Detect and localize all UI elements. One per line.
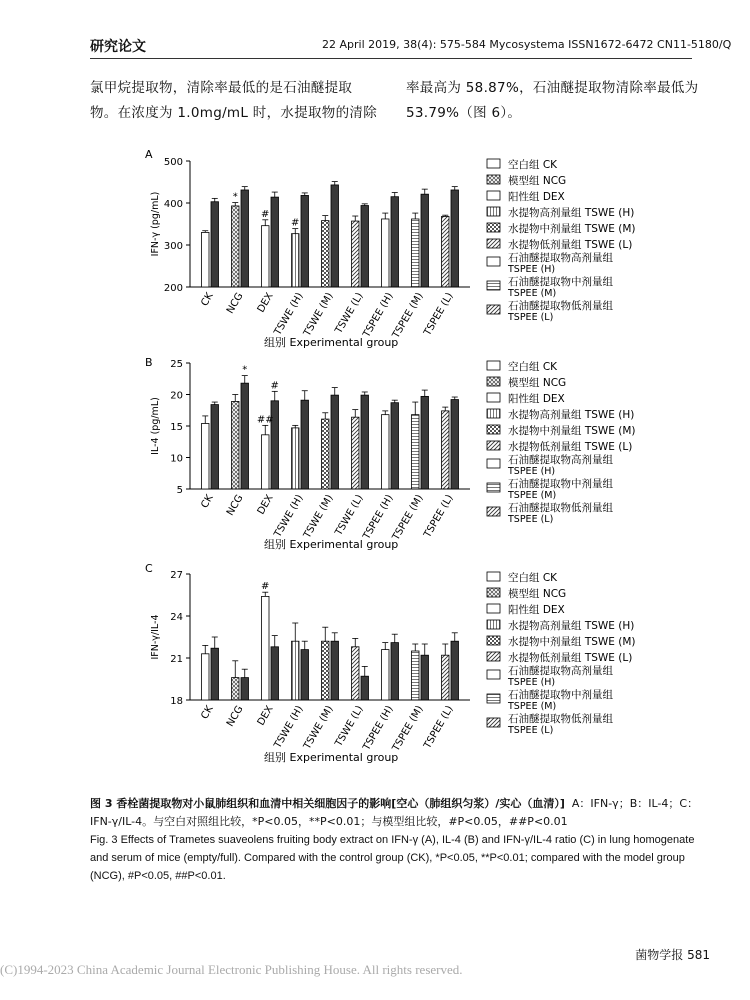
- section-title: 研究论文: [90, 39, 146, 55]
- legend-label: TSPEE (L): [508, 514, 554, 525]
- legend-swatch: [487, 441, 500, 450]
- panel-letter: C: [145, 562, 153, 575]
- bar-serum: [421, 194, 429, 287]
- category-label: TSWE (L): [333, 291, 366, 336]
- bar-lung: [352, 417, 360, 489]
- legend-label: 石油醚提取物高剂量组: [508, 252, 613, 264]
- legend-label: 空白组 CK: [508, 572, 558, 584]
- bar-serum: [271, 647, 279, 700]
- legend-swatch: [487, 483, 500, 492]
- category-label: TSWE (M): [301, 493, 336, 541]
- y-tick-label: 500: [163, 157, 183, 168]
- legend-label: 水提物低剂量组 TSWE (L): [508, 239, 633, 251]
- legend-swatch: [487, 718, 500, 727]
- legend-label: TSPEE (M): [508, 701, 557, 712]
- legend-label: 石油醚提取物中剂量组: [508, 276, 613, 288]
- y-axis-label: IFN-γ (pg/mL): [150, 191, 161, 257]
- legend-label: TSPEE (M): [508, 288, 557, 299]
- legend-label: TSPEE (H): [508, 677, 556, 688]
- bar-lung: [232, 678, 240, 700]
- y-tick-label: 15: [170, 422, 183, 433]
- bar-serum: [301, 400, 309, 489]
- legend-swatch: [487, 670, 500, 679]
- bar-lung: [322, 419, 330, 489]
- significance-mark: #: [261, 581, 270, 593]
- bar-lung: [412, 651, 420, 700]
- legend-label: 空白组 CK: [508, 361, 558, 373]
- legend-swatch: [487, 572, 500, 581]
- significance-mark: *: [242, 364, 248, 376]
- bar-lung: [322, 641, 330, 700]
- bar-lung: [292, 428, 300, 489]
- legend-label: 水提物中剂量组 TSWE (M): [508, 223, 636, 235]
- legend-label: 水提物高剂量组 TSWE (H): [508, 409, 635, 421]
- bar-serum: [331, 395, 339, 489]
- legend-swatch: [487, 636, 500, 645]
- category-label: TSPEE (H): [361, 291, 396, 340]
- y-tick-label: 400: [163, 199, 183, 210]
- y-tick-label: 200: [163, 283, 183, 294]
- legend-label: 模型组 NCG: [508, 377, 567, 389]
- legend-label: 阳性组 DEX: [508, 604, 565, 616]
- legend-swatch: [487, 305, 500, 314]
- bar-lung: [382, 415, 390, 489]
- bar-lung: [232, 206, 240, 287]
- legend-label: 空白组 CK: [508, 159, 558, 171]
- category-label: DEX: [255, 493, 276, 517]
- category-label: NCG: [224, 291, 246, 316]
- bar-serum: [241, 678, 249, 700]
- bar-lung: [352, 221, 360, 287]
- legend-label: 水提物低剂量组 TSWE (L): [508, 652, 633, 664]
- significance-mark: #: [261, 208, 270, 220]
- legend-swatch: [487, 507, 500, 516]
- legend-label: TSPEE (M): [508, 490, 557, 501]
- legend-swatch: [487, 257, 500, 266]
- significance-mark: #: [291, 217, 300, 229]
- bar-serum: [241, 383, 249, 489]
- legend-swatch: [487, 223, 500, 232]
- category-label: TSPEE (M): [390, 704, 426, 754]
- category-label: CK: [199, 291, 216, 309]
- legend-label: 阳性组 DEX: [508, 393, 565, 405]
- legend-label: 模型组 NCG: [508, 588, 567, 600]
- category-label: NCG: [224, 493, 246, 518]
- category-label: DEX: [255, 704, 276, 728]
- legend-swatch: [487, 425, 500, 434]
- legend-swatch: [487, 207, 500, 216]
- bar-lung: [352, 647, 360, 700]
- category-label: CK: [199, 493, 216, 511]
- bar-lung: [292, 641, 300, 700]
- journal-citation: 22 April 2019, 38(4): 575-584 Mycosystema ISSN1672-6472 CN11-5180/Q: [322, 38, 732, 51]
- bar-serum: [211, 648, 219, 700]
- bar-serum: [301, 650, 309, 700]
- bar-lung: [382, 219, 390, 287]
- legend-label: 石油醚提取物中剂量组: [508, 478, 613, 490]
- category-label: TSWE (H): [272, 493, 306, 540]
- legend-label: 水提物高剂量组 TSWE (H): [508, 207, 635, 219]
- caption-zh-title: 图 3 香栓菌提取物对小鼠肺组织和血清中相关细胞因子的影响[空心（肺组织匀浆）/实心（血清）]: [90, 797, 565, 810]
- bar-serum: [451, 641, 459, 700]
- legend-label: 水提物高剂量组 TSWE (H): [508, 620, 635, 632]
- y-tick-label: 21: [170, 654, 183, 665]
- category-label: DEX: [255, 291, 276, 315]
- y-tick-label: 5: [176, 485, 183, 496]
- bar-lung: [202, 423, 210, 489]
- bar-lung: [412, 219, 420, 287]
- panel-letter: B: [145, 356, 153, 369]
- bar-lung: [442, 216, 450, 287]
- body-line: 氯甲烷提取物，清除率最低的是石油醚提取: [90, 80, 353, 96]
- category-label: CK: [199, 704, 216, 722]
- y-axis-label: IL-4 (pg/mL): [150, 397, 161, 455]
- y-tick-label: 27: [170, 570, 183, 581]
- legend-swatch: [487, 409, 500, 418]
- bar-lung: [232, 401, 240, 489]
- legend-swatch: [487, 361, 500, 370]
- significance-mark: #: [270, 380, 279, 392]
- panel-letter: A: [145, 148, 153, 161]
- y-tick-label: 300: [163, 241, 183, 252]
- page-number: 菌物学报 581: [635, 948, 710, 962]
- legend-swatch: [487, 459, 500, 468]
- legend-swatch: [487, 159, 500, 168]
- legend-swatch: [487, 191, 500, 200]
- legend-label: 水提物中剂量组 TSWE (M): [508, 425, 636, 437]
- category-label: TSPEE (L): [422, 291, 456, 338]
- legend-label: 石油醚提取物低剂量组: [508, 300, 613, 312]
- bar-serum: [451, 190, 459, 287]
- body-line: 53.79%（图 6）。: [406, 105, 522, 121]
- bar-serum: [391, 197, 399, 287]
- category-label: TSWE (L): [333, 704, 366, 749]
- bar-lung: [412, 415, 420, 489]
- bar-serum: [421, 655, 429, 700]
- bar-lung: [442, 655, 450, 700]
- legend-swatch: [487, 652, 500, 661]
- legend-swatch: [487, 604, 500, 613]
- bar-serum: [361, 206, 369, 287]
- legend-label: 模型组 NCG: [508, 175, 567, 187]
- body-line: 物。在浓度为 1.0mg/mL 时，水提取物的清除: [90, 105, 377, 121]
- copyright-notice: (C)1994-2023 China Academic Journal Electronic Publishing House. All rights reserved.: [0, 962, 463, 977]
- legend-label: 石油醚提取物高剂量组: [508, 665, 613, 677]
- legend-swatch: [487, 377, 500, 386]
- legend-swatch: [487, 239, 500, 248]
- category-label: TSPEE (L): [422, 493, 456, 540]
- legend-label: 石油醚提取物低剂量组: [508, 713, 613, 725]
- bar-serum: [331, 641, 339, 700]
- x-axis-label: 组别 Experimental group: [264, 751, 399, 764]
- x-axis-label: 组别 Experimental group: [264, 538, 399, 551]
- category-label: TSPEE (H): [361, 704, 396, 753]
- category-label: TSWE (H): [272, 291, 306, 338]
- significance-mark: *: [232, 191, 238, 203]
- significance-mark: ##: [256, 414, 274, 426]
- bar-lung: [262, 226, 270, 287]
- legend-label: 石油醚提取物高剂量组: [508, 454, 613, 466]
- x-axis-label: 组别 Experimental group: [264, 336, 399, 349]
- y-tick-label: 10: [170, 453, 183, 465]
- legend-swatch: [487, 175, 500, 184]
- bar-lung: [382, 650, 390, 700]
- legend-swatch: [487, 694, 500, 703]
- figure-caption: [90, 795, 705, 885]
- bar-serum: [301, 195, 309, 287]
- caption-en: Fig. 3 Effects of Trametes suaveolens fruiting body extract on IFN-γ (A), IL-4 (B) and IFN-γ/IL-4 ratio (C) in lung homogenate and serum of mice (empty/full). Compared with the control group (CK), *P<0.05, **P<0.01; compared with the model group (NCG), #P<0.05, ##P<0.01.: [90, 834, 695, 882]
- legend-swatch: [487, 588, 500, 597]
- bar-serum: [361, 676, 369, 700]
- bar-serum: [361, 395, 369, 489]
- category-label: TSWE (H): [272, 704, 306, 751]
- bar-lung: [262, 596, 270, 700]
- category-label: TSPEE (M): [390, 493, 426, 543]
- legend-label: 石油醚提取物低剂量组: [508, 502, 613, 514]
- category-label: TSWE (M): [301, 704, 336, 752]
- caption-zh: [90, 795, 705, 831]
- bar-lung: [442, 411, 450, 489]
- bar-serum: [421, 396, 429, 489]
- y-tick-label: 18: [170, 696, 183, 707]
- bar-serum: [391, 403, 399, 489]
- legend-label: TSPEE (H): [508, 264, 556, 275]
- y-tick-label: 25: [170, 359, 183, 370]
- y-tick-label: 24: [170, 612, 183, 623]
- legend-label: 阳性组 DEX: [508, 191, 565, 203]
- legend-label: 水提物中剂量组 TSWE (M): [508, 636, 636, 648]
- legend-label: 水提物低剂量组 TSWE (L): [508, 441, 633, 453]
- bar-lung: [202, 232, 210, 287]
- legend-swatch: [487, 281, 500, 290]
- bar-serum: [331, 185, 339, 287]
- bar-serum: [241, 190, 249, 287]
- bar-lung: [202, 654, 210, 700]
- bar-serum: [271, 197, 279, 287]
- legend-label: TSPEE (L): [508, 725, 554, 736]
- category-label: TSPEE (H): [361, 493, 396, 542]
- y-axis-label: IFN-γ/IL-4: [150, 614, 161, 660]
- legend-label: TSPEE (H): [508, 466, 556, 477]
- category-label: TSWE (M): [301, 291, 336, 339]
- legend-swatch: [487, 393, 500, 402]
- legend-swatch: [487, 620, 500, 629]
- category-label: NCG: [224, 704, 246, 729]
- bar-serum: [451, 400, 459, 489]
- category-label: TSWE (L): [333, 493, 366, 538]
- bar-lung: [292, 234, 300, 287]
- category-label: TSPEE (L): [422, 704, 456, 751]
- bar-serum: [391, 643, 399, 700]
- category-label: TSPEE (M): [390, 291, 426, 341]
- legend-label: 石油醚提取物中剂量组: [508, 689, 613, 701]
- caption-zh-detail: A：IFN-γ；B：IL-4；C：IFN-γ/IL-4。与空白对照组比较，*P<0.05，**P<0.01；与模型组比较，#P<0.05，##P<0.01: [90, 797, 699, 828]
- body-line: 率最高为 58.87%，石油醚提取物清除率最低为: [406, 80, 699, 96]
- y-tick-label: 20: [170, 390, 183, 402]
- bar-lung: [262, 435, 270, 489]
- legend-label: TSPEE (L): [508, 312, 554, 323]
- bar-lung: [322, 221, 330, 287]
- bar-serum: [211, 202, 219, 287]
- bar-serum: [211, 405, 219, 489]
